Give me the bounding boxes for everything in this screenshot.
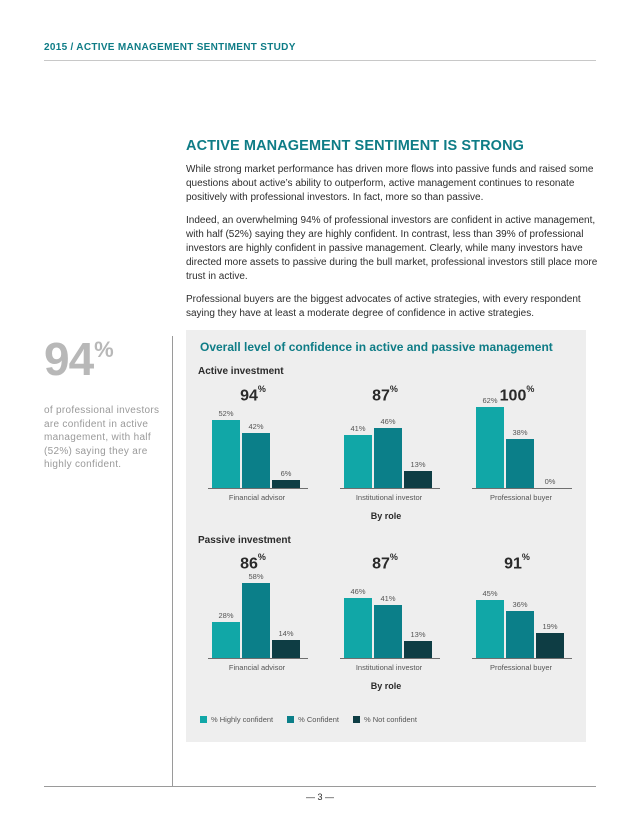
data-label: 6% <box>280 469 292 479</box>
category-label: Institutional investor <box>355 493 423 502</box>
chart-title: Overall level of confidence in active and passive management <box>200 340 553 354</box>
group-total-label: 91% <box>504 552 530 573</box>
data-label: 19% <box>542 622 558 632</box>
bar <box>242 583 270 658</box>
callout-text: of professional investors are confident in active management, with half (52%) saying they are highly confident. <box>44 405 160 470</box>
category-label: Professional buyer <box>489 493 553 502</box>
page-number: — 3 — <box>305 792 334 802</box>
bar <box>374 428 402 488</box>
axis-baseline <box>208 488 308 489</box>
bar <box>344 435 372 488</box>
paragraph-1: While strong market performance has driven more flows into passive funds and raised some questions about active’s ability to outperform, active management continues to resonate positively with professional investors. In fact, more so than passive. <box>186 164 594 203</box>
paragraph-3: Professional buyers are the biggest advocates of active strategies, with every respondent saying they have at least a moderate degree of confidence in active strategies. <box>186 294 581 319</box>
bar <box>476 600 504 659</box>
legend-swatch <box>200 716 207 723</box>
legend-swatch <box>287 716 294 723</box>
panel-subtitle: Passive investment <box>198 535 291 546</box>
data-label: 41% <box>350 423 366 433</box>
axis-baseline <box>340 658 440 659</box>
category-label: Professional buyer <box>489 663 553 672</box>
legend-item <box>200 715 273 724</box>
chart-legend <box>200 715 417 724</box>
category-label: Financial advisor <box>228 663 286 672</box>
bar <box>212 622 240 658</box>
axis-title: By role <box>370 511 402 521</box>
footer-divider <box>44 786 596 787</box>
group-total-label: 94% <box>240 384 266 405</box>
data-label: 46% <box>350 587 366 597</box>
confidence-chart <box>186 330 586 742</box>
bar <box>476 407 504 488</box>
section-title: ACTIVE MANAGEMENT SENTIMENT IS STRONG <box>186 138 525 154</box>
bar <box>344 598 372 658</box>
legend-item <box>287 715 339 724</box>
axis-baseline <box>472 488 572 489</box>
legend-label: % Not confident <box>363 715 417 724</box>
data-label: 13% <box>410 630 426 640</box>
bar <box>506 611 534 658</box>
category-label: Institutional investor <box>355 663 423 672</box>
panel-subtitle: Active investment <box>198 366 284 377</box>
group-total-label: 87% <box>372 384 398 405</box>
data-label: 46% <box>380 417 396 427</box>
group-total-label: 100% <box>499 384 535 405</box>
column-divider <box>172 336 173 786</box>
group-total-label: 87% <box>372 552 398 573</box>
axis-title: By role <box>370 681 402 691</box>
bar <box>404 471 432 488</box>
data-label: 52% <box>218 409 234 419</box>
data-label: 58% <box>248 571 264 581</box>
bar <box>272 480 300 488</box>
bar <box>506 439 534 488</box>
data-label: 38% <box>512 427 528 437</box>
sidebar-callout <box>44 335 164 472</box>
data-label: 36% <box>512 600 528 610</box>
category-label: Financial advisor <box>228 493 286 502</box>
bar <box>212 420 240 488</box>
running-header: 2015 / ACTIVE MANAGEMENT SENTIMENT STUDY <box>44 42 296 53</box>
axis-baseline <box>208 658 308 659</box>
data-label: 13% <box>410 460 426 470</box>
data-label: 42% <box>248 422 264 432</box>
callout-stat-unit: % <box>94 337 113 362</box>
callout-stat <box>44 335 164 392</box>
group-total-label: 86% <box>240 552 266 573</box>
main-text <box>186 138 598 330</box>
legend-item <box>353 715 417 724</box>
data-label: 41% <box>380 593 396 603</box>
bar <box>404 641 432 658</box>
data-label: 14% <box>278 628 294 638</box>
legend-swatch <box>353 716 360 723</box>
legend-label: % Confident <box>298 715 339 724</box>
bar <box>272 640 300 658</box>
axis-baseline <box>472 658 572 659</box>
data-label: 45% <box>482 588 498 598</box>
axis-baseline <box>340 488 440 489</box>
data-label: 62% <box>482 396 498 406</box>
legend-label: % Highly confident <box>211 715 274 724</box>
bar <box>536 633 564 658</box>
paragraph-2: Indeed, an overwhelming 94% of professional investors are confident in active management, with half (52%) saying they are highly confident. In contrast, less than 39% of professional investors are highly confident in passive management. Clearly, while many investors have directed more assets to passive during the bull market, professional investors still place more trust in active. <box>186 215 598 282</box>
bar <box>242 433 270 488</box>
bar <box>374 605 402 658</box>
data-label: 28% <box>218 610 234 620</box>
data-label: 0% <box>544 477 556 486</box>
callout-stat-number: 94 <box>44 333 94 385</box>
header-divider <box>44 60 596 61</box>
